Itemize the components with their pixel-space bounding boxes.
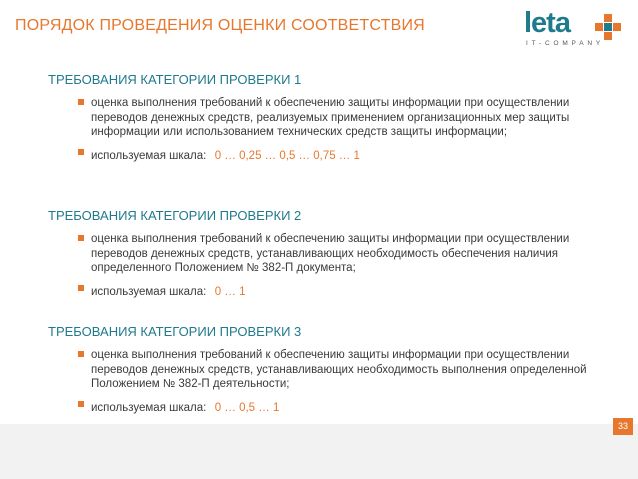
list-item <box>48 96 608 140</box>
category-1-section <box>48 72 608 170</box>
square-bullet-icon <box>78 351 84 357</box>
page-title: ПОРЯДОК ПРОВЕДЕНИЯ ОЦЕНКИ СООТВЕТСТВИЯ <box>15 17 425 34</box>
square-bullet-icon <box>78 99 84 105</box>
logo-wordmark: leta <box>524 7 570 39</box>
square-bullet-icon <box>78 149 84 155</box>
section-title: ТРЕБОВАНИЯ КАТЕГОРИИ ПРОВЕРКИ 1 <box>48 72 302 87</box>
leta-logo <box>510 7 635 52</box>
scale-label: используемая шкала: <box>91 401 207 414</box>
page-number-badge: 33 <box>613 418 633 435</box>
slide-footer <box>0 424 638 479</box>
scale-label: используемая шкала: <box>91 285 207 298</box>
square-bullet-icon <box>78 285 84 291</box>
requirement-description: оценка выполнения требований к обеспечению защиты информации при осуществлении переводов денежных средств, реализуемых применением организационных мер защиты информации или использованием технических средств защиты информации; <box>91 97 570 139</box>
logo-subtitle: IT-COMPANY <box>526 40 604 47</box>
requirement-description: оценка выполнения требований к обеспечению защиты информации при осуществлении переводов денежных средств, устанавливающих необходимость выполнения определенной Положением № 382-П деятельности; <box>91 349 587 391</box>
scale-value: 0 … 1 <box>214 285 246 298</box>
square-bullet-icon <box>78 401 84 407</box>
list-item <box>48 348 608 392</box>
list-item <box>48 232 608 276</box>
scale-value: 0 … 0,5 … 1 <box>214 401 280 414</box>
slide-header <box>0 0 638 62</box>
category-2-section <box>48 208 608 306</box>
list-item <box>48 146 608 164</box>
category-3-section <box>48 324 608 422</box>
section-title: ТРЕБОВАНИЯ КАТЕГОРИИ ПРОВЕРКИ 2 <box>48 208 302 223</box>
logo-cross-icon <box>595 14 621 40</box>
list-item <box>48 398 608 416</box>
requirement-description: оценка выполнения требований к обеспечению защиты информации при осуществлении переводов денежных средств, устанавливающих необходимость обеспечения наличия определенного Положением № 382-П документа; <box>91 233 570 275</box>
scale-value: 0 … 0,25 … 0,5 … 0,75 … 1 <box>214 149 360 162</box>
square-bullet-icon <box>78 235 84 241</box>
scale-label: используемая шкала: <box>91 149 207 162</box>
section-title: ТРЕБОВАНИЯ КАТЕГОРИИ ПРОВЕРКИ 3 <box>48 324 302 339</box>
list-item <box>48 282 608 300</box>
